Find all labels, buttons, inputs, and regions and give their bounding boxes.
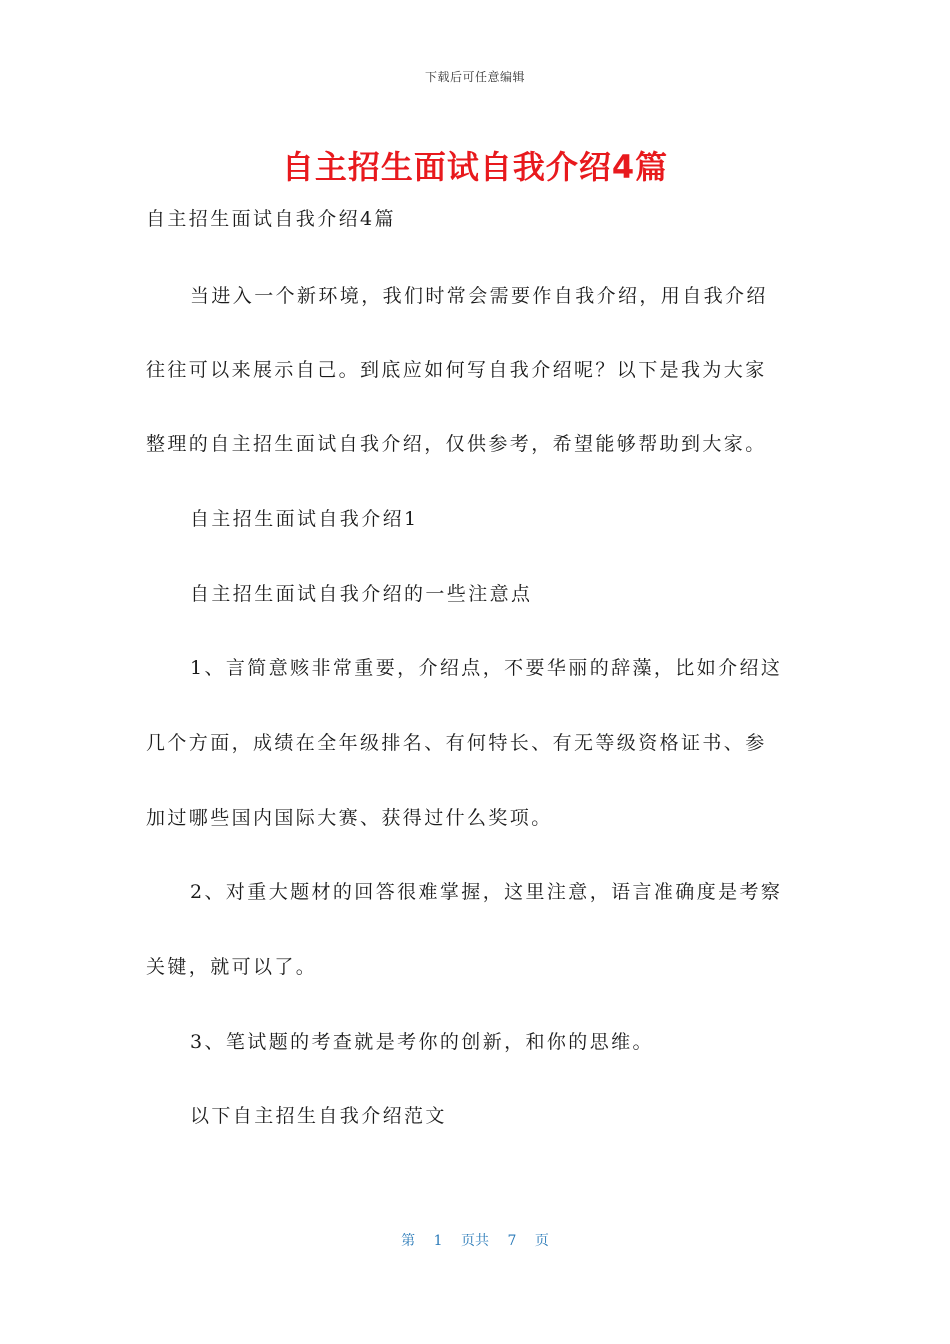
header-note: 下载后可任意编辑 <box>424 70 525 84</box>
paragraph-line: 以下自主招生自我介绍范文 <box>190 1105 447 1127</box>
footer-total-pages: 7 <box>507 1233 517 1249</box>
list-item-line: 几个方面，成绩在全年级排名、有何特长、有无等级资格证书、参 <box>146 732 767 754</box>
list-item-line: 3、笔试题的考查就是考你的创新，和你的思维。 <box>190 1031 654 1053</box>
footer-suffix: 页 <box>534 1233 549 1249</box>
document-title: 自主招生面试自我介绍4篇 <box>281 148 669 186</box>
page-footer <box>0 1230 950 1250</box>
section-heading: 自主招生面试自我介绍1 <box>190 508 419 530</box>
paragraph-line: 往往可以来展示自己。到底应如何写自我介绍呢？以下是我为大家 <box>146 359 767 381</box>
list-item-line: 关键，就可以了。 <box>146 956 318 978</box>
paragraph-line: 当进入一个新环境，我们时常会需要作自我介绍，用自我介绍 <box>190 285 768 307</box>
footer-prefix: 第 <box>401 1233 416 1249</box>
paragraph-line: 整理的自主招生面试自我介绍，仅供参考，希望能够帮助到大家。 <box>146 433 767 455</box>
subtitle-line: 自主招生面试自我介绍4篇 <box>146 208 396 230</box>
paragraph-line: 自主招生面试自我介绍的一些注意点 <box>190 583 533 605</box>
footer-current-page: 1 <box>433 1233 443 1249</box>
list-item-line: 2、对重大题材的回答很难掌握，这里注意，语言准确度是考察 <box>190 881 783 903</box>
footer-middle: 页共 <box>461 1233 489 1249</box>
list-item-line: 加过哪些国内国际大赛、获得过什么奖项。 <box>146 807 553 829</box>
list-item-line: 1、言简意赅非常重要，介绍点，不要华丽的辞藻，比如介绍这 <box>190 657 783 679</box>
